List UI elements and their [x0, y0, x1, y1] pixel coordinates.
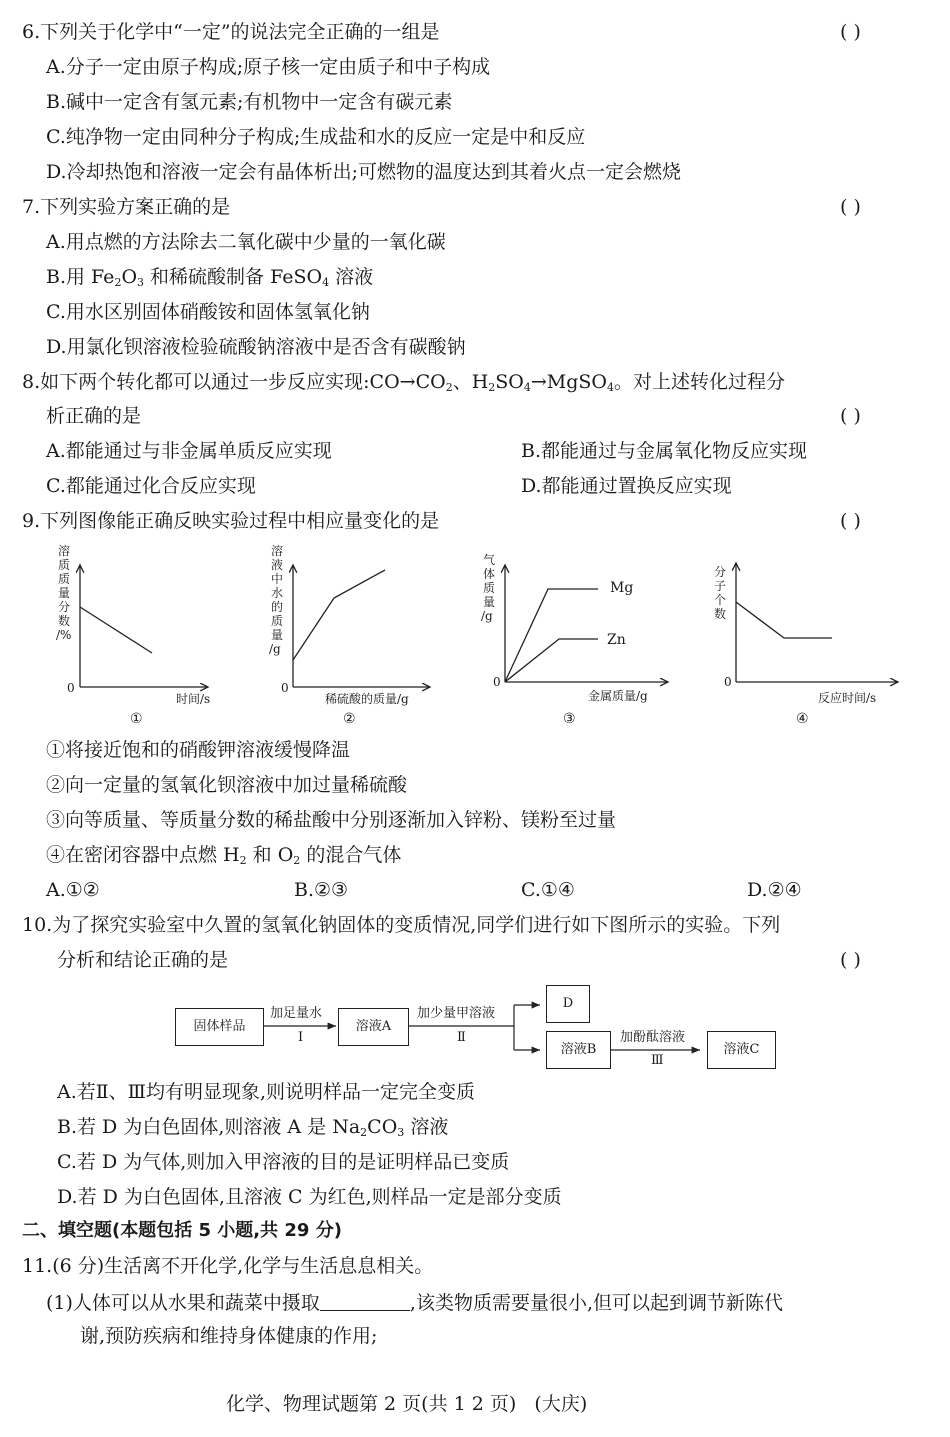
q10-option-c: C.若 D 为气体,则加入甲溶液的目的是证明样品已变质: [57, 1151, 510, 1173]
q8-stem-line1: 8.如下两个转化都可以通过一步反应实现$:CO\to CO_2$、$H_2SO_4\to MgSO_4$。对上述转化过程分: [22, 371, 786, 394]
flow-step2-roman: Ⅱ: [457, 1030, 466, 1045]
q11-part1-line2: 谢,预防疾病和维持身体健康的作用;: [80, 1325, 378, 1347]
q9-item-1: ①将接近饱和的硝酸钾溶液缓慢降温: [46, 739, 351, 761]
flow-step1-roman: Ⅰ: [298, 1030, 304, 1045]
flow-box-solution-b: 溶液B: [546, 1031, 611, 1069]
flow-step3-roman: Ⅲ: [651, 1053, 664, 1068]
q9-option-a: A.①②: [46, 879, 100, 901]
q9-option-d: D.②④: [747, 879, 802, 901]
q9-item-3: ③向等质量、等质量分数的稀盐酸中分别逐渐加入锌粉、镁粉至过量: [46, 809, 617, 831]
flow-box-solid-sample: 固体样品: [175, 1008, 264, 1046]
graph3-curve-mg: [505, 589, 598, 682]
q9-option-b: B.②③: [294, 879, 349, 901]
graph1-origin: 0: [67, 681, 75, 695]
q7-option-c: C.用水区别固体硝酸铵和固体氢氧化钠: [46, 301, 370, 323]
flow-box-solution-a: 溶液A: [338, 1008, 409, 1046]
flow-box-solution-c: 溶液C: [707, 1031, 776, 1069]
q9-item-2: ②向一定量的氢氧化钡溶液中加过量稀硫酸: [46, 774, 408, 796]
q11-blank-1[interactable]: [320, 1290, 410, 1311]
q7-option-b: B.用 $Fe_2O_3$ 和稀硫酸制备 FeSO$_4$ 溶液: [46, 266, 374, 289]
q8-stem-line2: 析正确的是: [46, 405, 142, 427]
q10-option-a: A.若Ⅱ、Ⅲ均有明显现象,则说明样品一定完全变质: [57, 1081, 476, 1103]
flow-step2-label: 加少量甲溶液: [417, 1006, 496, 1021]
q10-flowchart-lines: [0, 980, 950, 1070]
graph3-number: ③: [563, 711, 576, 727]
q9-graphs: [0, 535, 950, 735]
graph4-ylabel: 分 子 个 数: [714, 565, 727, 621]
q10-option-d: D.若 D 为白色固体,且溶液 C 为红色,则样品一定是部分变质: [57, 1186, 562, 1208]
q10-option-b: B.若 D 为白色固体,则溶液 A 是 $Na_2CO_3$ 溶液: [57, 1116, 449, 1139]
q7-option-d: D.用氯化钡溶液检验硫酸钠溶液中是否含有碳酸钠: [46, 336, 466, 358]
q10-answer-paren[interactable]: ( ): [840, 949, 861, 971]
graph1-ylabel: 溶 质 质 量 分 数 /%: [56, 544, 72, 642]
q9-answer-paren[interactable]: ( ): [840, 510, 861, 532]
q8-option-d: D.都能通过置换反应实现: [521, 475, 732, 497]
graph4-xlabel: 反应时间/s: [818, 691, 877, 705]
page-footer: 化学、物理试题第 2 页(共 1 2 页) (大庆): [226, 1393, 588, 1415]
q8-option-b: B.都能通过与金属氧化物反应实现: [521, 440, 808, 462]
q8-answer-paren[interactable]: ( ): [840, 405, 861, 427]
q8-option-c: C.都能通过化合反应实现: [46, 475, 256, 497]
graph2-xlabel: 稀硫酸的质量/g: [325, 692, 409, 706]
graph3-origin: 0: [493, 675, 501, 689]
graph3-curve-zn: [505, 639, 598, 682]
flow-step1-label: 加足量水: [270, 1006, 323, 1021]
graph3-zn-label: Zn: [607, 632, 626, 648]
graph2-origin: 0: [281, 681, 289, 695]
q6-stem: 6.下列关于化学中“一定”的说法完全正确的一组是: [22, 21, 440, 43]
q11-part1-line1: (1)人体可以从水果和蔬菜中摄取 ,该类物质需要量很小,但可以起到调节新陈代: [46, 1292, 784, 1314]
graph3-xlabel: 金属质量/g: [588, 689, 648, 703]
q6-option-c: C.纯净物一定由同种分子构成;生成盐和水的反应一定是中和反应: [46, 126, 586, 148]
q7-option-a: A.用点燃的方法除去二氧化碳中少量的一氧化碳: [46, 231, 446, 253]
q7-stem: 7.下列实验方案正确的是: [22, 196, 231, 218]
graph3-axes: [505, 565, 668, 682]
graph3-ylabel: 气 体 质 量 /g: [481, 553, 496, 623]
q10-stem-line2: 分析和结论正确的是: [57, 949, 229, 971]
graph2-curve: [293, 570, 385, 660]
flow-box-d: D: [546, 985, 590, 1023]
q6-option-a: A.分子一定由原子构成;原子核一定由质子和中子构成: [46, 56, 491, 78]
q10-stem-line1: 10.为了探究实验室中久置的氢氧化钠固体的变质情况,同学们进行如下图所示的实验。下列: [22, 914, 781, 936]
graph4-number: ④: [796, 711, 809, 727]
graph1-number: ①: [130, 711, 143, 727]
graph4-origin: 0: [724, 675, 732, 689]
q6-option-d: D.冷却热饱和溶液一定会有晶体析出;可燃物的温度达到其着火点一定会燃烧: [46, 161, 681, 183]
q9-option-c: C.①④: [521, 879, 575, 901]
graph1-xlabel: 时间/s: [176, 692, 211, 706]
graph2-ylabel: 溶 液 中 水 的 质 量 /g: [269, 544, 284, 656]
q11-stem: 11.(6 分)生活离不开化学,化学与生活息息相关。: [22, 1255, 434, 1277]
q8-option-a: A.都能通过与非金属单质反应实现: [46, 440, 332, 462]
graph2-number: ②: [343, 711, 356, 727]
flow-step3-label: 加酚酞溶液: [620, 1030, 686, 1045]
graph1-axes: [80, 565, 208, 687]
q6-answer-paren[interactable]: ( ): [840, 21, 861, 43]
section-2-heading: 二、填空题(本题包括 5 小题,共 29 分): [22, 1220, 342, 1241]
q7-answer-paren[interactable]: ( ): [840, 196, 861, 218]
graph3-mg-label: Mg: [610, 580, 634, 596]
q9-stem: 9.下列图像能正确反映实验过程中相应量变化的是: [22, 510, 440, 532]
q6-option-b: B.碱中一定含有氢元素;有机物中一定含有碳元素: [46, 91, 453, 113]
graph1-curve: [80, 607, 152, 653]
q9-item-4: ④在密闭容器中点燃 $H_2$ 和 $O_2$ 的混合气体: [46, 844, 402, 867]
graph4-curve: [736, 602, 832, 638]
graph4-axes: [736, 563, 898, 682]
